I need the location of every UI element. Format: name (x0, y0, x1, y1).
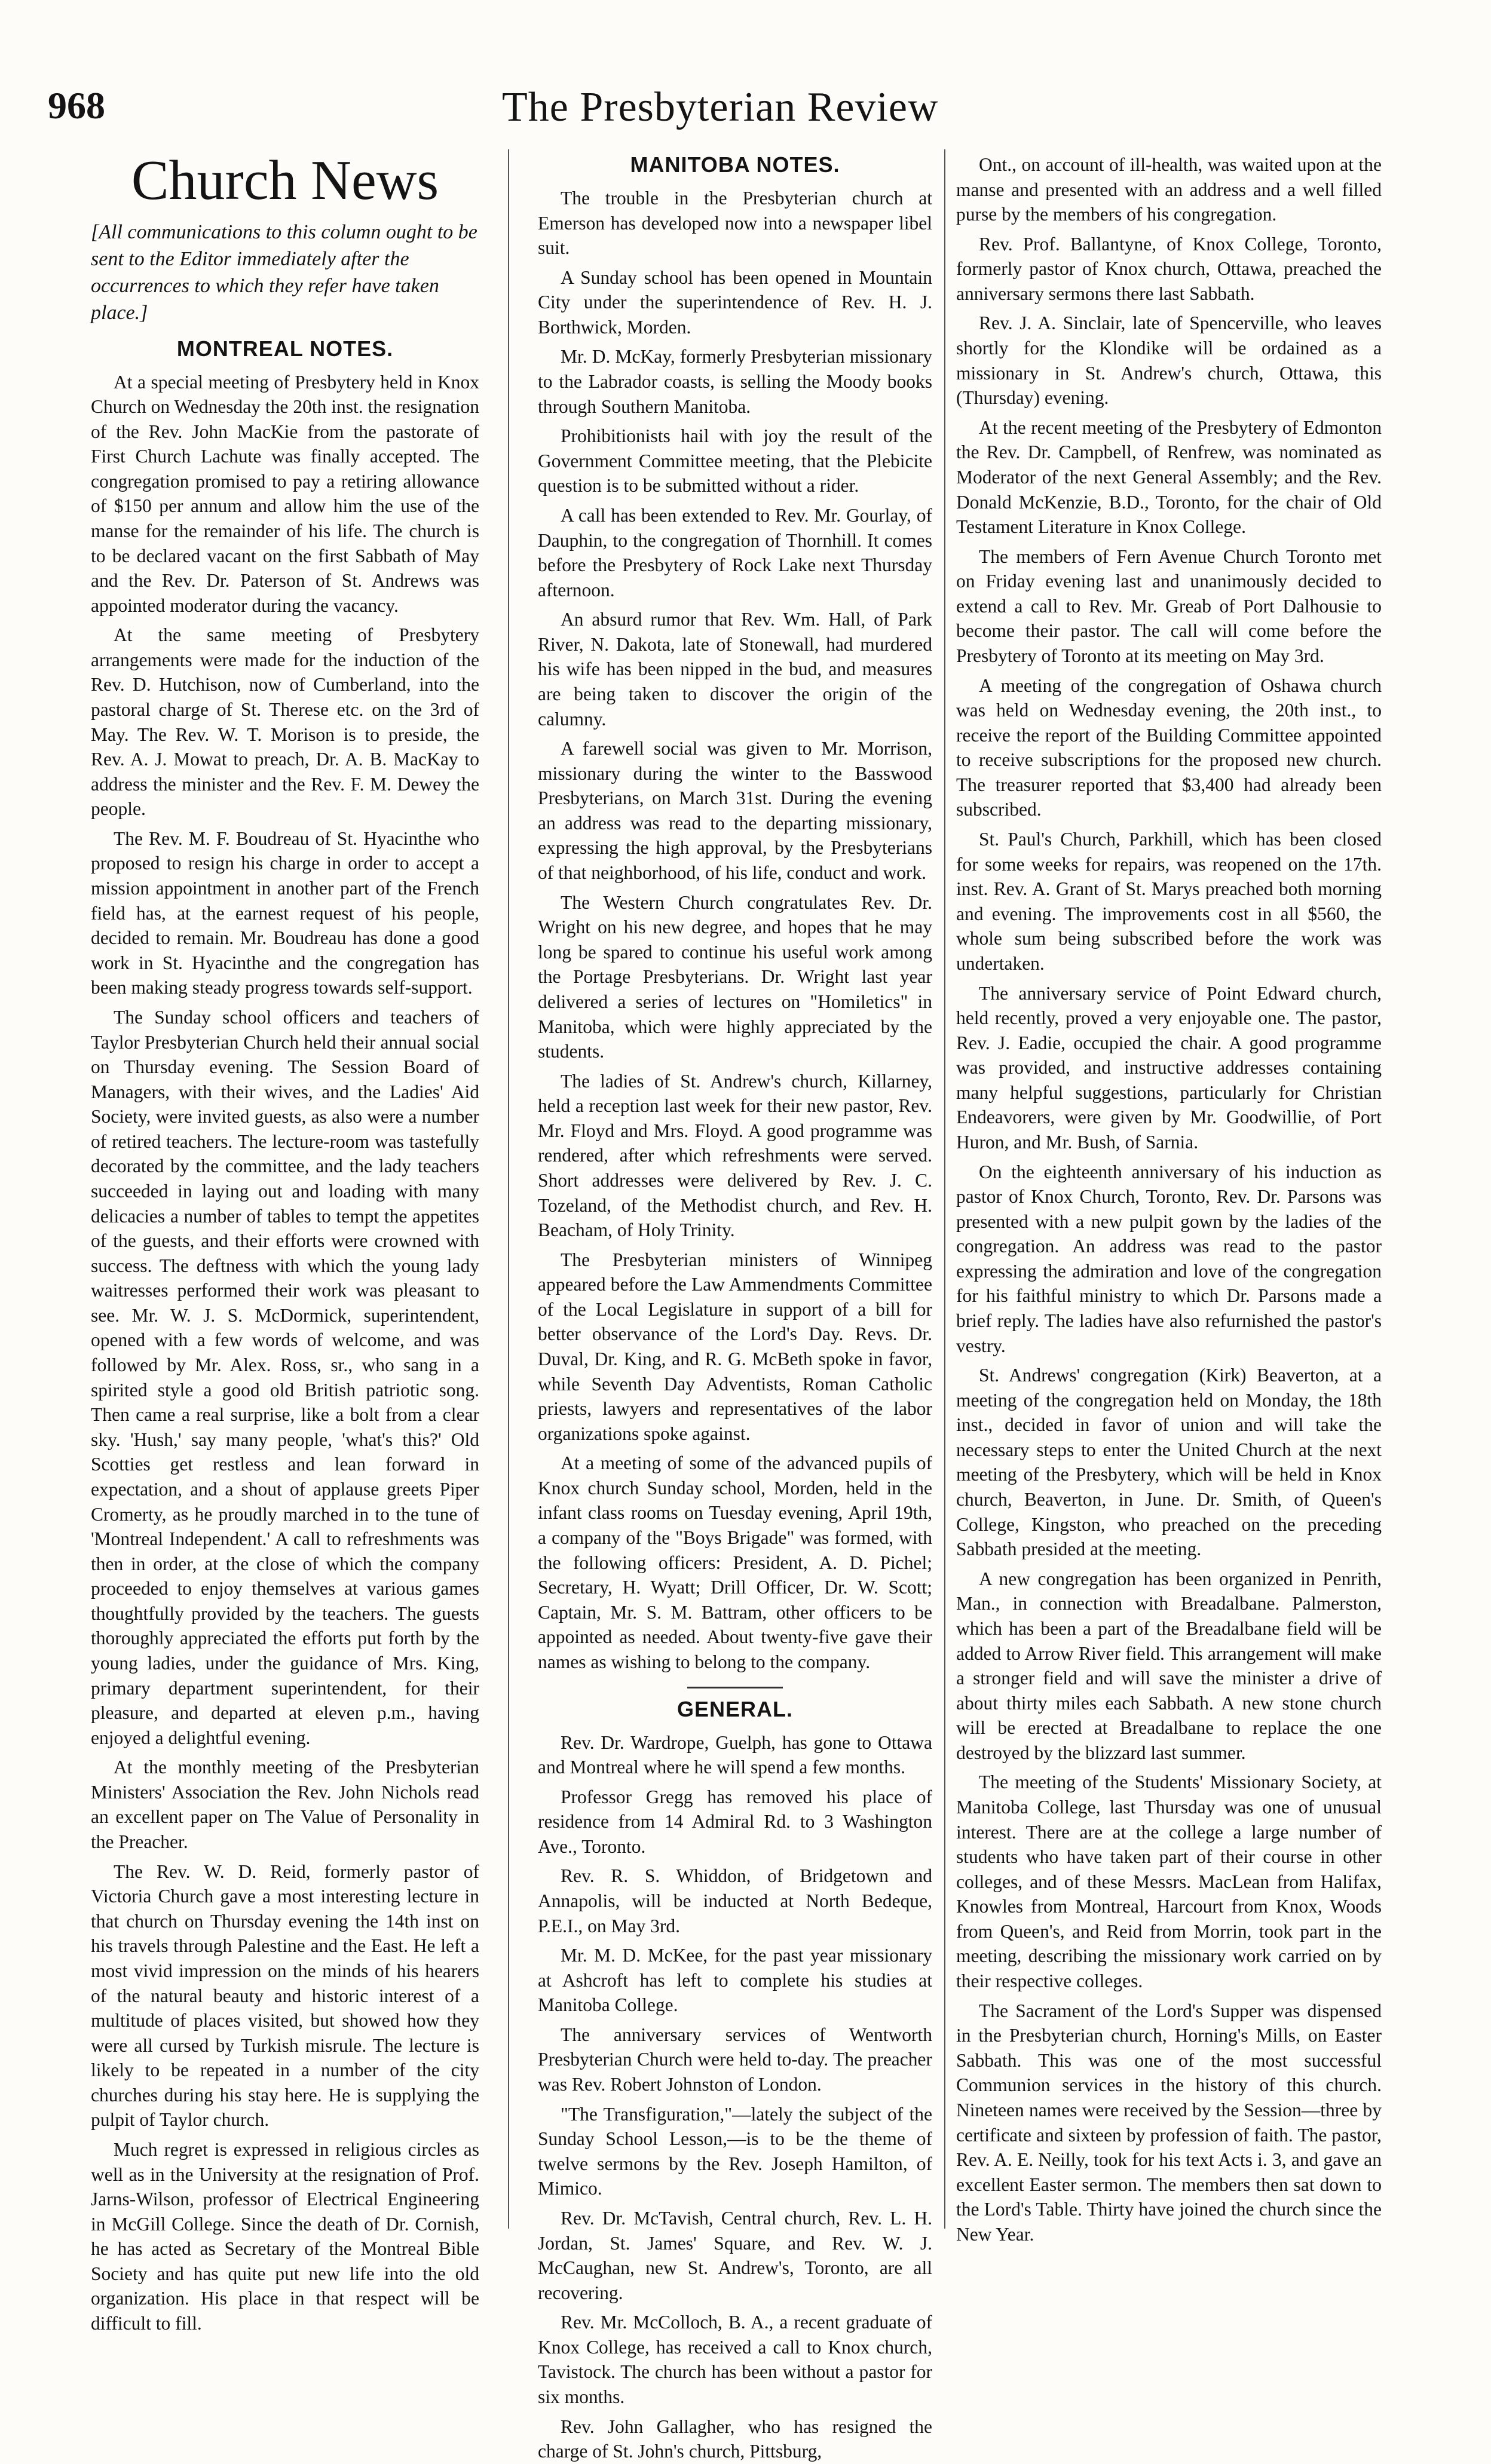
news-paragraph: Rev. Mr. McColloch, B. A., a recent graduate of Knox College, has received a call to Knox church, Tavistock. The church has been without a pastor for six months. (538, 2312, 932, 2407)
news-paragraph: An absurd rumor that Rev. Wm. Hall, of Park River, N. Dakota, late of Stonewall, had murdered his wife has been nipped in the bud, and measures are being taken to discover the origin of the calumny. (538, 609, 932, 730)
section-divider (687, 1687, 783, 1688)
news-paragraph: Rev. R. S. Whiddon, of Bridgetown and Annapolis, will be inducted at North Bedeque, P.E.I., on May 3rd. (538, 1865, 932, 1936)
news-paragraph: The anniversary services of Wentworth Presbyterian Church were held to-day. The preacher was Rev. Robert Johnston of London. (538, 2024, 932, 2095)
news-paragraph: Professor Gregg has removed his place of residence from 14 Admiral Rd. to 3 Washington Ave., Toronto. (538, 1786, 932, 1857)
news-paragraph: St. Andrews' congregation (Kirk) Beaverton, at a meeting of the congregation held on Monday, the 18th inst., decided in favor of union and will take the necessary steps to enter the United Church at the next meeting of the Presbytery, which will be held in Knox church, Beaverton, in June. Dr. Smith, of Queen's College, Kingston, who preached on the preceding Sabbath presided at the meeting. (956, 1365, 1382, 1560)
news-paragraph: A call has been extended to Rev. Mr. Gourlay, of Dauphin, to the congregation of Thornhill. It comes before the Presbytery of Rock Lake next Thursday afternoon. (538, 504, 932, 600)
section-heading-manitoba: MANITOBA NOTES. (630, 152, 840, 177)
news-paragraph: Rev. Dr. McTavish, Central church, Rev. L. H. Jordan, St. James' Square, and Rev. W. J. McCaughan, new St. Andrew's, Toronto, are all recovering. (538, 2207, 932, 2303)
news-paragraph: St. Paul's Church, Parkhill, which has been closed for some weeks for repairs, was reopened on the 17th. inst. Rev. A. Grant of St. Marys preached both morning and evening. The improvements cost in all $560, the whole sum being subscribed before the work was undertaken. (956, 829, 1382, 974)
news-paragraph: Ont., on account of ill-health, was waited upon at the manse and presented with an address and a well filled purse by the members of his congregation. (956, 154, 1382, 225)
news-paragraph: Rev. John Gallagher, who has resigned the charge of St. John's church, Pittsburg, (538, 2416, 932, 2462)
news-paragraph: The ladies of St. Andrew's church, Killarney, held a reception last week for their new pastor, Rev. Mr. Floyd and Mrs. Floyd. A good programme was rendered, after which refreshments were served. Short addresses were delivered by Rev. J. C. Tozeland, of the Methodist church, and Rev. H. Beacham, of Holy Trinity. (538, 1070, 932, 1241)
news-paragraph: Mr. D. McKay, formerly Presbyterian missionary to the Labrador coasts, is selling the Moody books through Southern Manitoba. (538, 346, 932, 417)
news-paragraph: The trouble in the Presbyterian church at Emerson has developed now into a newspaper libel suit. (538, 188, 932, 259)
news-paragraph: Prohibitionists hail with joy the result of the Government Committee meeting, that the Plebicite question is to be submitted without a rider. (538, 425, 932, 497)
news-paragraph: The Presbyterian ministers of Winnipeg appeared before the Law Ammendments Committee of the Local Legislature in support of a bill for better observance of the Lord's Day. Revs. Dr. Duval, Dr. King, and R. G. McBeth spoke in favor, while Seventh Day Adventists, Roman Catholic priests, lawyers and representatives of the labor organizations spoke against. (538, 1249, 932, 1444)
news-paragraph: The Sacrament of the Lord's Supper was dispensed in the Presbyterian church, Horning's Mills, on Easter Sabbath. This was one of the most successful Communion services in the history of this church. Nineteen names were received by the Session—three by certificate and sixteen by profession of faith. The pastor, Rev. A. E. Neilly, took for his text Acts i. 3, and gave an excellent Easter sermon. The members then sat down to the Lord's Table. Thirty have joined the church since the New Year. (956, 2000, 1382, 2245)
article-body (538, 186, 932, 1675)
column-rule (944, 149, 945, 2229)
editorial-note: [All communications to this column ought to be sent to the Editor immediately after the occurrences to which they refer have taken place.] (91, 221, 477, 324)
column-3 (956, 152, 1382, 2243)
news-paragraph: At the recent meeting of the Presbytery of Edmonton the Rev. Dr. Campbell, of Renfrew, was nominated as Moderator of the next General Assembly; and the Rev. Donald McKenzie, B.D., Toronto, for the chair of Old Testament Literature in Knox College. (956, 416, 1382, 538)
news-paragraph: The Sunday school officers and teachers of Taylor Presbyterian Church held their annual social on Thursday evening. The Session Board of Managers, with their wives, and the Ladies' Aid Society, were invited guests, as also were a number of retired teachers. The lecture-room was tastefully decorated by the committee, and the lady teachers succeeded in laying out and loading with many delicacies a number of tables to tempt the appetites of the guests, and their efforts were crowned with success. The deftness with which the young lady waitresses performed their work was pleasant to see. Mr. W. J. S. McDormick, superintendent, opened with a few words of welcome, and was followed by Mr. Alex. Ross, sr., who sang in a spirited style a good old British patriotic song. Then came a real surprise, like a bolt from a clear sky. 'Hush,' say many people, 'what's this?' Old Scotties get restless and lean forward in expectation, and a shout of applause greets Piper Cromerty, as he proudly marched in to the tune of 'Montreal Independent.' A call to refreshments was then in order, at the close of which the company proceeded to enjoy themselves at various games thoughtfully provided by the teachers. The guests thoroughly appreciated the efforts put forth by the young ladies, under the guidance of Mrs. King, primary department superintendent, for their pleasure, and departed at eleven p.m., having enjoyed a delightful evening. (91, 1006, 479, 1748)
section-heading-general: GENERAL. (676, 1696, 793, 1721)
section-heading-montreal: MONTREAL NOTES. (176, 336, 394, 361)
page-number: 968 (48, 84, 105, 127)
news-paragraph: A meeting of the congregation of Oshawa church was held on Wednesday evening, the 20th inst., to receive the report of the Building Committee appointed to receive subscriptions for the proposed new church. The treasurer reported that $3,400 had already been subscribed. (956, 675, 1382, 820)
section-title: Church News (131, 149, 439, 212)
news-paragraph: A farewell social was given to Mr. Morrison, missionary during the winter to the Basswood Presbyterians, on March 31st. During the evening an address was read to the departing missionary, expressing the high approval, by the Presbyterians of that neighborhood, of his life, conduct and work. (538, 738, 932, 884)
news-paragraph: Rev. J. A. Sinclair, late of Spencerville, who leaves shortly for the Klondike will be ordained as a missionary in St. Andrew's church, Ottawa, this (Thursday) evening. (956, 312, 1382, 409)
news-paragraph: Much regret is expressed in religious circles as well as in the University at the resignation of Prof. Jarns-Wilson, professor of Electrical Engineering in McGill College. Since the death of Dr. Cornish, he has acted as Secretary of the Montreal Bible Society and has quite put new life into the old organization. His place in that respect will be difficult to fill. (91, 2138, 479, 2334)
article-body (538, 1730, 932, 2464)
news-paragraph: Rev. Prof. Ballantyne, of Knox College, Toronto, formerly pastor of Knox church, Ottawa, preached the anniversary sermons there last Sabbath. (956, 233, 1382, 304)
column-2 (538, 152, 932, 2462)
article-body (956, 152, 1382, 2247)
news-paragraph: The members of Fern Avenue Church Toronto met on Friday evening last and unanimously decided to extend a call to Rev. Mr. Greab of Port Dalhousie to become their pastor. The call will come before the Presbytery of Toronto at its meeting on May 3rd. (956, 545, 1382, 666)
news-paragraph: The anniversary service of Point Edward church, held recently, proved a very enjoyable one. The pastor, Rev. J. Eadie, occupied the chair. A good programme was provided, and instructive addresses containing many helpful suggestions, particularly for Christian Endeavorers, were given by Mr. Goodwillie, of Port Huron, and Mr. Bush, of Sarnia. (956, 982, 1382, 1153)
news-paragraph: At a meeting of some of the advanced pupils of Knox church Sunday school, Morden, held in the infant class rooms on Tuesday evening, April 19th, a company of the "Boys Brigade" was formed, with the following officers: President, A. D. Pichel; Secretary, H. Wyatt; Drill Officer, Dr. W. Scott; Captain, Mr. S. M. Battram, other officers to be appointed as needed. About twenty-five gave their names as wishing to belong to the company. (538, 1452, 932, 1672)
article-body (91, 370, 479, 2336)
news-paragraph: On the eighteenth anniversary of his induction as pastor of Knox Church, Toronto, Rev. Dr. Parsons was presented with a new pulpit gown by the ladies of the congregation. An address was read to the pastor expressing the admiration and love of the congregation for his faithful ministry to which Dr. Parsons made a brief reply. The ladies have also refurnished the pastor's vestry. (956, 1161, 1382, 1356)
news-paragraph: A Sunday school has been opened in Mountain City under the superintendence of Rev. H. J. Borthwick, Morden. (538, 266, 932, 338)
news-paragraph: "The Transfiguration,"—lately the subject of the Sunday School Lesson,—is to be the theme of twelve sermons by the Rev. Joseph Hamilton, of Mimico. (538, 2103, 932, 2199)
news-paragraph: At the same meeting of Presbytery arrangements were made for the induction of the Rev. D. Hutchison, now of Cumberland, into the pastoral charge of St. Therese etc. on the 3rd of May. The Rev. W. T. Morison is to preside, the Rev. A. J. Mowat to preach, Dr. A. B. MacKay to address the minister and the Rev. F. M. Dewey the people. (91, 624, 479, 820)
news-paragraph: A new congregation has been organized in Penrith, Man., in connection with Breadalbane. Palmerston, which has been a part of the Breadalbane field will be added to Arrow River field. This arrangement will make a stronger field and will save the minister a drive of about thirty miles each Sabbath. A new stone church will be erected at Breadalbane to replace the one destroyed by the blizzard last summer. (956, 1568, 1382, 1763)
news-paragraph: The Rev. M. F. Boudreau of St. Hyacinthe who proposed to resign his charge in order to accept a mission appointment in another part of the French field has, at the earnest request of his people, decided to remain. Mr. Boudreau has done a good work in St. Hyacinthe and the congregation has been making steady progress towards self-support. (91, 828, 479, 998)
news-paragraph: The Rev. W. D. Reid, formerly pastor of Victoria Church gave a most interesting lecture in that church on Thursday evening the 14th inst on his travels through Palestine and the East. He left a most vivid impression on the minds of his hearers of the natural beauty and historic interest of a multitude of places visited, but showed how they were all cursed by Turkish misrule. The lecture is likely to be repeated in a number of the city churches during his stay here. He is supplying the pulpit of Taylor church. (91, 1861, 479, 2131)
news-paragraph: Mr. M. D. McKee, for the past year missionary at Ashcroft has left to complete his studies at Manitoba College. (538, 1945, 932, 2016)
news-paragraph: At the monthly meeting of the Presbyterian Ministers' Association the Rev. John Nichols read an excellent paper on The Value of Personality in the Preacher. (91, 1757, 479, 1853)
column-rule (508, 149, 509, 2229)
news-paragraph: At a special meeting of Presbytery held in Knox Church on Wednesday the 20th inst. the resignation of the Rev. John MacKie from the pastorate of First Church Lachute was finally accepted. The congregation promised to pay a retiring allowance of $150 per annum and allow him the use of the manse for the remainder of his life. The church is to be declared vacant on the first Sabbath of May and the Rev. Dr. Paterson of St. Andrews was appointed moderator during the vacancy. (91, 371, 479, 616)
news-paragraph: The Western Church congratulates Rev. Dr. Wright on his new degree, and hopes that he may long be spared to continue his useful work among the Portage Presbyterians. Dr. Wright last year delivered a series of lectures on "Homiletics" in Manitoba, which were highly appreciated by the students. (538, 891, 932, 1062)
column-1 (91, 149, 479, 2334)
running-head: The Presbyterian Review (502, 84, 939, 130)
news-paragraph: Rev. Dr. Wardrope, Guelph, has gone to Ottawa and Montreal where he will spend a few months. (538, 1731, 932, 1778)
news-paragraph: The meeting of the Students' Missionary Society, at Manitoba College, last Thursday was one of unusual interest. There are at the college a large number of students who have taken part of their course in other colleges, and of these Messrs. MacLean from Halifax, Knowles from Montreal, Harcourt from Knox, Woods from Queen's, and Reid from Morrin, took part in the meeting, describing the missionary work carried on by their respective colleges. (956, 1772, 1382, 1992)
